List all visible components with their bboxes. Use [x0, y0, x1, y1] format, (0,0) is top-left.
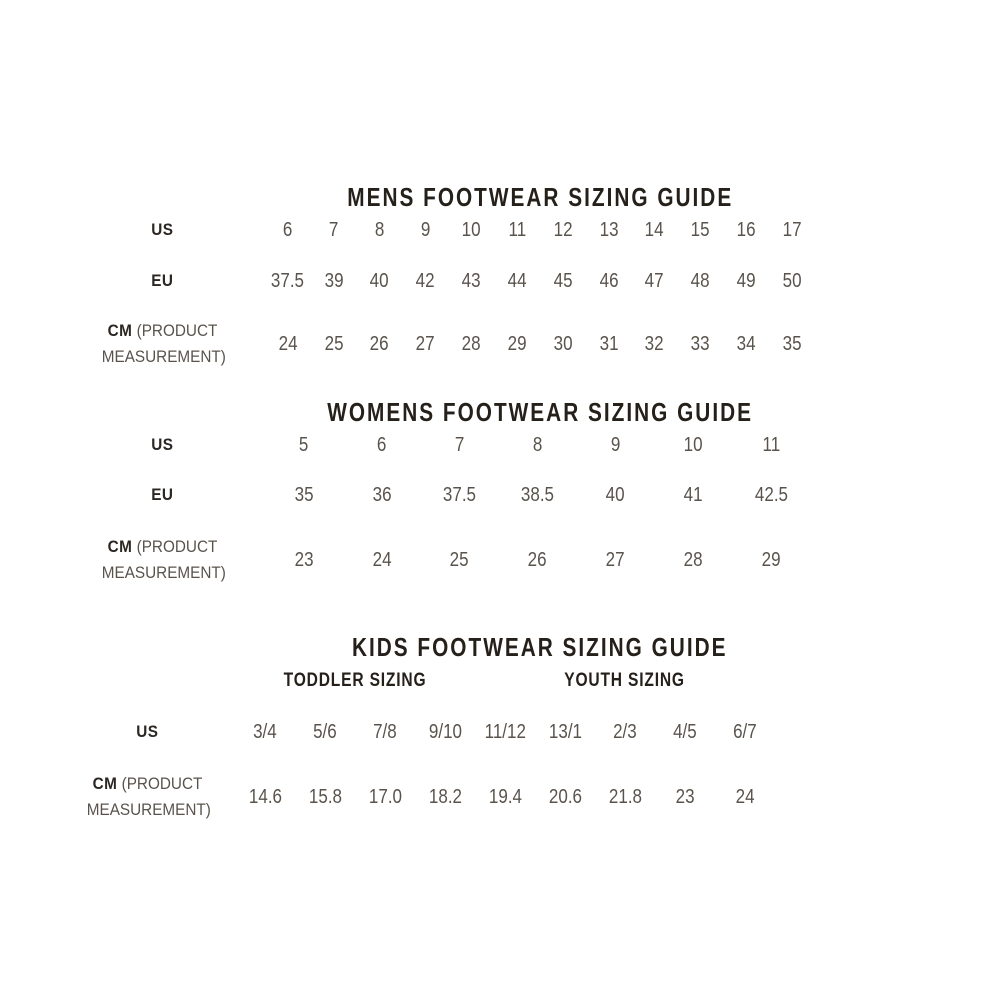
youth-sizing-label: YOUTH SIZING — [564, 670, 686, 691]
womens-cm-label-bold: CM — [107, 536, 133, 556]
womens-eu-value: 42.5 — [754, 483, 788, 506]
mens-eu-value: 42 — [415, 269, 435, 292]
mens-cm-label-bold: CM — [107, 320, 133, 340]
mens-us-value: 12 — [553, 218, 573, 241]
kids-us-value: 4/5 — [673, 720, 697, 743]
mens-us-value: 11 — [508, 218, 526, 241]
womens-eu-label: EU — [151, 485, 174, 504]
womens-cm-value: 28 — [683, 548, 703, 571]
mens-eu-label: EU — [151, 271, 174, 290]
womens-eu-row — [60, 470, 810, 520]
mens-us-value: 6 — [283, 218, 293, 241]
womens-us-value: 7 — [454, 433, 465, 456]
mens-us-label: US — [151, 220, 174, 239]
mens-eu-value: 45 — [553, 269, 573, 292]
womens-us-value: 5 — [299, 433, 309, 456]
kids-cm-value: 17.0 — [368, 785, 402, 808]
mens-cm-label-rest: (PRODUCT MEASUREMENT) — [101, 320, 226, 366]
mens-cm-value: 28 — [461, 332, 481, 355]
womens-us-row — [60, 420, 810, 470]
mens-cm-value: 34 — [736, 332, 756, 355]
womens-eu-value: 37.5 — [443, 483, 477, 506]
womens-cm-label-rest: (PRODUCT MEASUREMENT) — [101, 536, 226, 582]
kids-cm-value: 19.4 — [488, 785, 522, 808]
womens-eu-value: 36 — [372, 483, 392, 506]
mens-cm-value: 29 — [507, 332, 527, 355]
kids-us-value: 7/8 — [373, 720, 397, 743]
mens-eu-value: 46 — [599, 269, 619, 292]
mens-eu-row — [60, 254, 815, 308]
womens-us-value: 8 — [532, 433, 543, 456]
mens-eu-value: 37.5 — [271, 269, 305, 292]
kids-subtitle-row — [60, 658, 775, 704]
kids-cm-value: 21.8 — [608, 785, 642, 808]
womens-section-title-text: WOMENS FOOTWEAR SIZING GUIDE — [327, 397, 753, 427]
mens-eu-value: 50 — [782, 269, 802, 292]
kids-cm-value: 14.6 — [248, 785, 282, 808]
womens-us-label: US — [151, 435, 174, 454]
kids-cm-row — [60, 760, 775, 834]
mens-us-value: 16 — [736, 218, 756, 241]
mens-eu-value: 47 — [645, 269, 664, 292]
kids-size-table — [60, 658, 775, 834]
kids-cm-label — [87, 771, 209, 824]
womens-us-value: 11 — [762, 433, 780, 456]
mens-eu-value: 39 — [324, 269, 344, 292]
womens-cm-value: 25 — [450, 548, 470, 571]
womens-cm-value: 26 — [527, 548, 547, 571]
kids-section-title — [80, 634, 1000, 660]
mens-us-value: 15 — [690, 218, 710, 241]
kids-cm-label-rest: (PRODUCT MEASUREMENT) — [86, 773, 211, 819]
mens-section-title-text: MENS FOOTWEAR SIZING GUIDE — [347, 182, 733, 212]
mens-eu-value: 44 — [507, 269, 527, 292]
kids-us-value: 13/1 — [548, 720, 582, 743]
mens-cm-value: 31 — [599, 332, 619, 355]
womens-eu-value: 35 — [294, 483, 314, 506]
kids-cm-value: 15.8 — [308, 785, 342, 808]
mens-eu-value: 49 — [736, 269, 756, 292]
womens-cm-value: 29 — [761, 548, 781, 571]
kids-us-value: 9/10 — [428, 720, 462, 743]
mens-eu-value: 43 — [461, 269, 481, 292]
mens-eu-value: 40 — [370, 269, 390, 292]
womens-eu-value: 38.5 — [520, 483, 555, 506]
mens-us-value: 17 — [782, 218, 802, 241]
kids-us-value: 3/4 — [253, 720, 277, 743]
mens-cm-value: 33 — [690, 332, 710, 355]
kids-us-label: US — [136, 722, 159, 741]
mens-cm-label — [102, 318, 224, 371]
mens-cm-value: 26 — [370, 332, 390, 355]
womens-cm-value: 24 — [372, 548, 392, 571]
womens-cm-value: 27 — [605, 548, 625, 571]
kids-us-row — [60, 704, 775, 760]
mens-us-value: 13 — [599, 218, 619, 241]
womens-cm-value: 23 — [294, 548, 314, 571]
mens-us-value: 14 — [645, 218, 664, 241]
kids-cm-value: 24 — [735, 785, 755, 808]
womens-eu-value: 41 — [683, 483, 703, 506]
mens-us-value: 7 — [329, 218, 339, 241]
kids-us-value: 6/7 — [733, 720, 757, 743]
kids-us-value: 5/6 — [313, 720, 337, 743]
kids-cm-value: 23 — [675, 785, 695, 808]
womens-us-value: 6 — [377, 433, 387, 456]
mens-size-table — [60, 206, 815, 380]
mens-cm-value: 25 — [324, 332, 344, 355]
mens-cm-value: 35 — [782, 332, 802, 355]
kids-us-value: 11/12 — [484, 720, 526, 743]
mens-us-row — [60, 206, 815, 254]
womens-cm-row — [60, 520, 810, 600]
womens-us-value: 9 — [610, 433, 621, 456]
mens-us-value: 8 — [374, 218, 385, 241]
mens-cm-value: 32 — [645, 332, 664, 355]
mens-us-value: 9 — [420, 218, 431, 241]
kids-us-value: 2/3 — [613, 720, 637, 743]
mens-cm-row — [60, 308, 815, 380]
toddler-sizing-label: TODDLER SIZING — [283, 670, 427, 691]
kids-section-title-text: KIDS FOOTWEAR SIZING GUIDE — [352, 632, 728, 662]
womens-size-table — [60, 420, 810, 600]
womens-eu-value: 40 — [605, 483, 625, 506]
mens-cm-value: 30 — [553, 332, 573, 355]
kids-cm-value: 18.2 — [428, 785, 462, 808]
kids-cm-value: 20.6 — [548, 785, 582, 808]
mens-cm-value: 24 — [278, 332, 298, 355]
womens-cm-label — [102, 534, 224, 587]
mens-eu-value: 48 — [690, 269, 710, 292]
mens-cm-value: 27 — [415, 332, 435, 355]
womens-us-value: 10 — [683, 433, 703, 456]
mens-us-value: 10 — [461, 218, 481, 241]
kids-cm-label-bold: CM — [92, 773, 118, 793]
